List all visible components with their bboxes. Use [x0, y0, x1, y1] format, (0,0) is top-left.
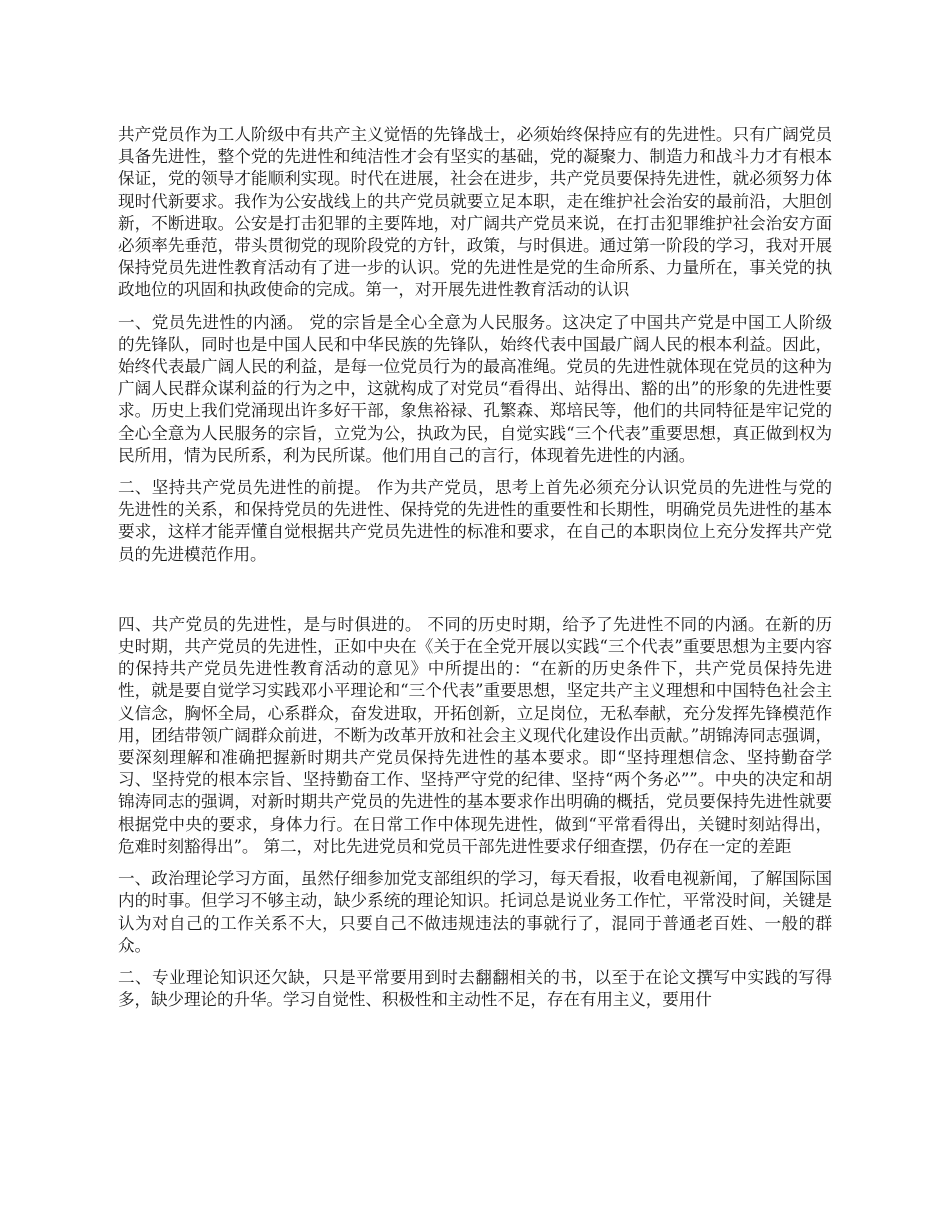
paragraph-gap-1: 一、政治理论学习方面，虽然仔细参加党支部组织的学习，每天看报，收看电视新闻，了解国际国内的时事。但学习不够主动，缺少系统的理论知识。托词总是说业务工作忙，平常没时间，关键是认为对自己的工作关系不大，只要自己不做违规违法的事就行了，混同于普通老百姓、一般的群众。	[118, 869, 832, 955]
paragraph-gap-2: 二、专业理论知识还欠缺，只是平常要用到时去翻翻相关的书，以至于在论文撰写中实践的写得多，缺少理论的升华。学习自觉性、积极性和主动性不足，存在有用主义，要用什	[118, 967, 832, 1010]
paragraph-section-4: 四、共产党员的先进性，是与时俱进的。 不同的历史时期，给予了先进性不同的内涵。在新的历史时期，共产党员的先进性，正如中央在《关于在全党开展以实践“三个代表”重要思想为主要内容的保持共产党员先进性教育活动的意见》中所提出的：“在新的历史条件下，共产党员保持先进性，就是要自觉学习实践邓小平理论和“三个代表”重要思想，坚定共产主义理想和中国特色社会主义信念，胸怀全局，心系群众，奋发进取，开拓创新，立足岗位，无私奉献，充分发挥先锋模范作用，团结带领广阔群众前进，不断为改革开放和社会主义现代化建设作出贡献。”胡锦涛同志强调，要深刻理解和准确把握新时期共产党员保持先进性的基本要求。即“坚持理想信念、坚持勤奋学习、坚持党的根本宗旨、坚持勤奋工作、坚持严守党的纪律、坚持“两个务必””。中央的决定和胡锦涛同志的强调，对新时期共产党员的先进性的基本要求作出明确的概括，党员要保持先进性就要根据党中央的要求，身体力行。在日常工作中体现先进性，做到“平常看得出，关键时刻站得出，危难时刻豁得出”。 第二，对比先进党员和党员干部先进性要求仔细查摆，仍存在一定的差距	[118, 614, 832, 856]
paragraph-intro: 共产党员作为工人阶级中有共产主义觉悟的先锋战士，必须始终保持应有的先进性。只有广阔党员具备先进性，整个党的先进性和纯洁性才会有坚实的基础，党的凝聚力、制造力和战斗力才有根本保证，党的领导才能顺利实现。时代在进展，社会在进步，共产党员要保持先进性，就必须努力体现时代新要求。我作为公安战线上的共产党员就要立足本职，走在维护社会治安的最前沿，大胆创新，不断进取。公安是打击犯罪的主要阵地，对广阔共产党员来说，在打击犯罪维护社会治安方面必须率先垂范，带头贯彻党的现阶段党的方针，政策，与时俱进。通过第一阶段的学习，我对开展保持党员先进性教育活动有了进一步的认识。党的先进性是党的生命所系、力量所在，事关党的执政地位的巩固和执政使命的完成。第一，对开展先进性教育活动的认识	[118, 125, 832, 300]
paragraph-section-1: 一、党员先进性的内涵。 党的宗旨是全心全意为人民服务。这决定了中国共产党是中国工人阶级的先锋队，同时也是中国人民和中华民族的先锋队，始终代表中国最广阔人民的根本利益。因此，始终代表最广阔人民的利益，是每一位党员行为的最高准绳。党员的先进性就体现在党员的这种为广阔人民群众谋利益的行为之中，这就构成了对党员“看得出、站得出、豁的出”的形象的先进性要求。历史上我们党涌现出许多好干部，象焦裕禄、孔繁森、郑培民等，他们的共同特征是牢记党的全心全意为人民服务的宗旨，立党为公，执政为民，自觉实践“三个代表”重要思想，真正做到权为民所用，情为民所系，利为民所谋。他们用自己的言行，体现着先进性的内涵。	[118, 312, 832, 465]
paragraph-section-2: 二、坚持共产党员先进性的前提。 作为共产党员，思考上首先必须充分认识党员的先进性与党的先进性的关系，和保持党员的先进性、保持党的先进性的重要性和长期性，明确党员先进性的基本要求，这样才能弄懂自觉根据共产党员先进性的标准和要求，在自己的本职岗位上充分发挥共产党员的先进模范作用。	[118, 478, 832, 564]
document-page	[118, 124, 832, 1011]
